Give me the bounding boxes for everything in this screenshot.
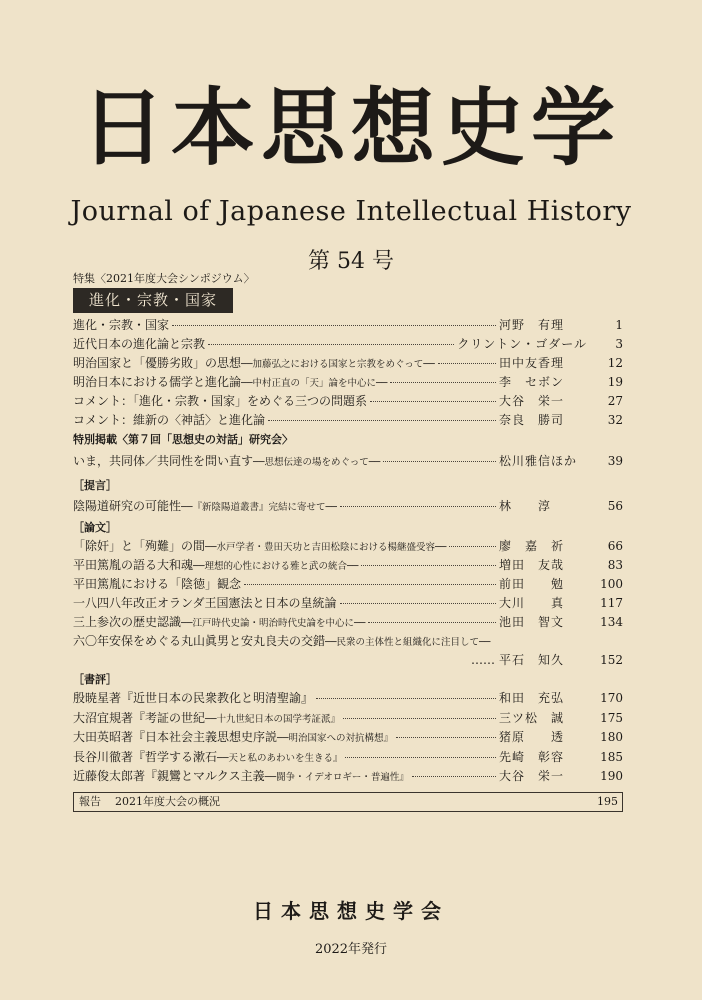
toc-item[interactable] <box>73 354 623 373</box>
toc-item-title: 大田英昭著『日本社会主義思想史序説 <box>73 730 278 744</box>
issue-number: 第 54 号 <box>308 249 394 274</box>
toc-item-title: 大沼宜規著『考証の世紀 <box>73 710 206 725</box>
special-section-label: 特集〈2021年度大会シンポジウム〉 <box>73 272 255 285</box>
toc-item-title: 一八四八年改正オランダ王国憲法と日本の皇統論 <box>73 596 337 610</box>
toc-item[interactable] <box>73 537 623 556</box>
toc-dot-leader <box>316 698 496 699</box>
toc-item-title: 三上参次の歴史認識 <box>73 615 182 629</box>
toc-item[interactable] <box>73 316 623 335</box>
toc-item-title: 陰陽道研究の可能性 <box>73 499 182 513</box>
toc-item[interactable] <box>73 497 623 516</box>
toc-item-title: いま，共同体／共同性を問い直す <box>73 454 254 468</box>
toc-item-leader: …… <box>471 653 495 667</box>
report-box[interactable] <box>73 792 623 812</box>
toc-item-title: 殷暁星著『近世日本の民衆教化と明清聖諭』 <box>73 691 314 705</box>
toc-dot-leader <box>244 584 496 585</box>
toc-item-title: 明治国家と「優勝劣敗」の思想 <box>73 356 242 370</box>
toc-item-title: 近藤俊太郎著『親鸞とマルクス主義 <box>73 769 265 783</box>
toc-item[interactable] <box>73 689 623 708</box>
toc-item-page: 190 <box>600 769 623 783</box>
toc-item-title: コメント：維新の〈神話〉と進化論 <box>73 413 266 427</box>
special-theme-box: 進化・宗教・国家 <box>73 288 233 313</box>
toc-item-author: 平石 知久 <box>499 653 565 667</box>
toc-item-subtitle: ──加藤弘之における国家と宗教をめぐって── <box>241 359 435 370</box>
toc-item-page: 27 <box>607 394 623 408</box>
toc-item-author: 池田 智文 <box>499 615 565 629</box>
toc-item-subtitle: ──闘争・イデオロギー・普遍性』 <box>264 772 409 783</box>
toc-item-page: 12 <box>607 356 623 370</box>
toc-item-page: 100 <box>600 577 623 591</box>
journal-subtitle: Journal of Japanese Intellectual History <box>70 196 632 227</box>
toc-item-author: 奈良 勝司 <box>499 413 565 427</box>
toc-item-author: 前田 勉 <box>499 577 565 591</box>
articles-label: ［論文］ <box>73 521 117 534</box>
toc-dot-leader <box>343 718 496 719</box>
toc-item-page: 152 <box>600 653 623 667</box>
toc-dot-leader <box>383 461 496 462</box>
toc-item[interactable] <box>73 373 623 392</box>
toc-item-author: 和田 充弘 <box>499 691 565 705</box>
toc-item-subtitle: ──江戸時代史論・明治時代史論を中心に── <box>181 618 366 629</box>
toc-dot-leader <box>396 737 496 738</box>
toc-item-page: 170 <box>600 691 623 705</box>
toc-item-title: 六〇年安保をめぐる丸山眞男と安丸良夫の交錯 <box>73 634 326 648</box>
toc-dot-leader <box>340 506 496 507</box>
toc-item-page: 56 <box>607 499 623 513</box>
toc-item-title: コメント：「進化・宗教・国家」をめぐる三つの問題系 <box>73 394 368 408</box>
toc-item-author: 大川 真 <box>499 596 565 610</box>
toc-item-subtitle: ──天と私のあわいを生きる』 <box>217 752 343 764</box>
toc-item-title: 長谷川徹著『哲学する漱石 <box>73 749 218 764</box>
toc-item-title: 明治日本における儒学と進化論 <box>73 375 242 389</box>
toc-item-subtitle: ──中村正直の「天」論を中心に── <box>241 378 388 389</box>
reviews-label: ［書評］ <box>73 673 117 686</box>
toc-item[interactable] <box>73 392 623 411</box>
toc-item-author: 林 淳 <box>499 499 552 513</box>
publisher-name: 日本思想史学会 <box>253 899 449 923</box>
toc-dot-leader <box>268 420 496 421</box>
toc-item[interactable] <box>73 411 623 430</box>
toc-item-page: 19 <box>607 375 623 389</box>
toc-item-page: 32 <box>607 413 623 427</box>
toc-dot-leader <box>370 401 496 402</box>
toc-item-author: 田中友香理 <box>499 356 565 370</box>
toc-item-page: 175 <box>600 710 623 725</box>
toc-item-page: 117 <box>600 596 623 610</box>
toc-item-subtitle: ──民衆の主体性と組織化に注目して── <box>325 637 491 648</box>
toc-item-title: 近代日本の進化論と宗教 <box>73 337 206 351</box>
toc-dot-leader <box>390 382 496 383</box>
toc-item[interactable] <box>73 575 623 594</box>
toc-item-subtitle: ──思想伝達の場をめぐって── <box>253 457 381 468</box>
toc-item-page: 66 <box>607 539 623 553</box>
toc-item[interactable] <box>73 613 623 632</box>
toc-item-author: 廖 嘉 祈 <box>499 539 565 553</box>
toc-item-title: 「除奸」と「殉難」の間 <box>73 539 206 553</box>
toc-dot-leader <box>340 603 496 604</box>
toc-item[interactable] <box>73 335 623 354</box>
toc-item-title: 進化・宗教・国家 <box>73 318 170 332</box>
toc-dot-leader <box>368 622 496 623</box>
toc-item-article-last-author[interactable] <box>73 651 623 670</box>
proposal-label: ［提言］ <box>73 479 117 492</box>
toc-item-author: 松川雅信ほか <box>499 454 578 468</box>
toc-item[interactable] <box>73 556 623 575</box>
journal-title: 日本思想史学 <box>80 78 621 177</box>
toc-dot-leader <box>438 363 496 364</box>
toc-dot-leader <box>361 565 496 566</box>
toc-item[interactable] <box>73 748 623 767</box>
publication-year: 2022年発行 <box>314 942 388 957</box>
toc-item-author: 大谷 栄一 <box>499 769 565 783</box>
toc-dot-leader <box>449 546 496 547</box>
toc-item-page: 134 <box>600 615 623 629</box>
toc-item-author: 先崎 彰容 <box>499 749 565 764</box>
toc-item-title: 平田篤胤の語る大和魂 <box>73 558 194 572</box>
toc-item[interactable] <box>73 767 623 786</box>
toc-item-subtitle: ──十九世紀日本の国学考証派』 <box>205 713 340 725</box>
toc-item-subtitle: ──水戸学者・豊田天功と吉田松陰における楊継盛受容── <box>205 542 447 553</box>
toc-item-page: 39 <box>607 454 623 468</box>
toc-item[interactable] <box>73 709 623 728</box>
toc-item[interactable] <box>73 452 623 471</box>
toc-item-subtitle: ──明治国家への対抗構想』 <box>277 733 393 744</box>
toc-item-author: 河野 有理 <box>499 318 565 332</box>
toc-item-author: 大谷 栄一 <box>499 394 565 408</box>
toc-dot-leader <box>208 344 454 345</box>
toc-item[interactable] <box>73 594 623 613</box>
toc-item-page: 185 <box>600 749 623 764</box>
toc-item-page: 3 <box>615 337 623 351</box>
toc-item-subtitle: ──理想的心性における雅と武の統合── <box>193 561 359 572</box>
toc-item-subtitle: ──『新陰陽道叢書』完結に寄せて── <box>181 502 337 513</box>
toc-item-author: 猪原 透 <box>499 730 565 744</box>
toc-item-author: 三ツ松 誠 <box>499 710 565 725</box>
special-feature-label: 特別掲載〈第７回「思想史の対話」研究会〉 <box>73 433 293 446</box>
toc-item-author: 李 セボン <box>499 375 565 389</box>
toc-dot-leader <box>345 757 496 758</box>
toc-item-title: 平田篤胤における「陰徳」観念 <box>73 577 242 591</box>
toc-item-author: 増田 友哉 <box>499 558 565 572</box>
toc-item-article-last-title[interactable] <box>73 632 623 651</box>
toc-item-page: 83 <box>607 558 623 572</box>
report-label: 報告 <box>79 795 101 808</box>
toc-item[interactable] <box>73 728 623 747</box>
report-title: 2021年度大会の概況 <box>115 795 220 808</box>
toc-item-page: 1 <box>615 318 623 332</box>
toc-item-author: クリントン・ゴダール <box>457 337 587 351</box>
toc-item-page: 180 <box>600 730 623 744</box>
toc-dot-leader <box>412 776 496 777</box>
report-page: 195 <box>597 795 618 808</box>
toc-dot-leader <box>172 325 496 326</box>
